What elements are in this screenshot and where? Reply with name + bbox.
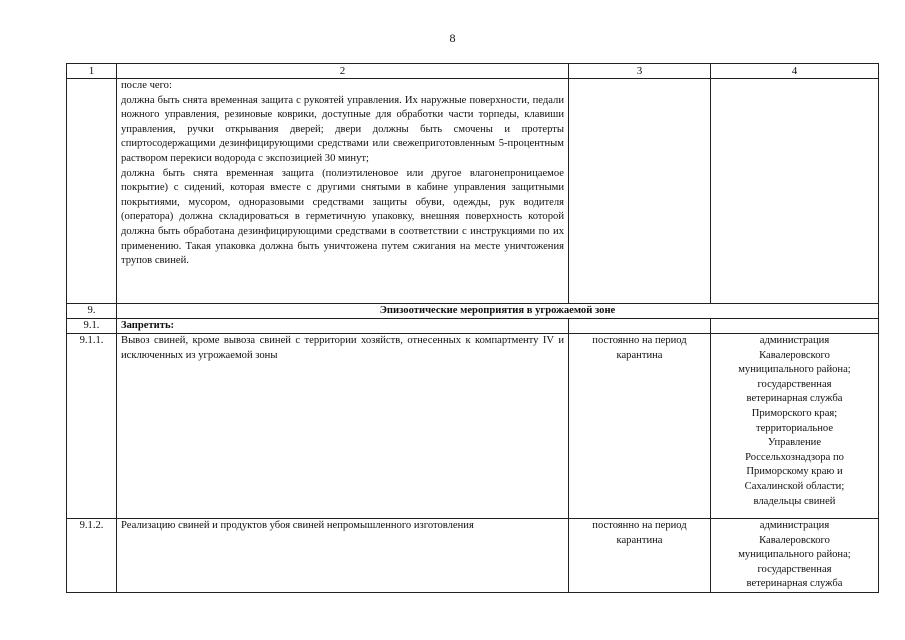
responsible-line: территориальное <box>755 422 834 434</box>
subsection-term-cell <box>569 319 711 334</box>
subsection-title: Запретить: <box>117 319 569 334</box>
responsible-line: Управление <box>767 437 822 449</box>
section-row <box>67 304 879 319</box>
responsible-line: Кавалеровского <box>759 534 830 546</box>
row-measure: Реализацию свиней и продуктов убоя свиней непромышленного изготовления <box>117 519 569 593</box>
subsection-number: 9.1. <box>67 319 117 334</box>
column-number-1: 1 <box>67 64 117 79</box>
subsection-row <box>67 319 879 334</box>
responsible-line: ветеринарная служба <box>746 578 843 590</box>
column-number-row <box>67 64 879 79</box>
row-number: 9.1.1. <box>67 334 117 519</box>
continuation-line: должна быть снята временная защита (полиэтиленовое или другое влагонепроницаемое покрытие) с сидений, которая вместе с другими снятыми в кабине управления защитными покрытиями, мусором, одноразовыми средствами защиты обуви, одежды, рук водителя (оператора) должна складироваться в герметичную упаковку, внешняя поверхность которой должна быть обработана дезинфицирующими средствами в соответствии с инструкциями по их применению. Такая упаковка должна быть уничтожена путем сжигания на месте уничтожения трупов свиней. <box>121 167 564 267</box>
column-number-2: 2 <box>117 64 569 79</box>
row-number: 9.1.2. <box>67 519 117 593</box>
column-number-4: 4 <box>711 64 879 79</box>
page-number: 8 <box>449 31 456 45</box>
responsible-line: ветеринарная служба <box>746 393 843 405</box>
responsible-line: администрация <box>759 520 830 531</box>
responsible-line: Сахалинской области; <box>744 480 845 492</box>
table-row <box>67 334 879 519</box>
responsible-line: государственная <box>757 563 832 575</box>
row-responsible <box>711 519 879 593</box>
continuation-text-cell <box>117 79 569 304</box>
continuation-number-cell <box>67 79 117 304</box>
row-responsible <box>711 334 879 519</box>
table-row <box>67 519 879 593</box>
continuation-line: должна быть снята временная защита с рукоятей управления. Их наружные поверхности, педали ножного управления, резиновые коврики, доступные для обработки части торпеды, клавиши управления, ручки открывания дверей; двери должны быть смочены и протерты спиртосодержащими дезинфицирующими средствами или свежеприготовленным 5-процентным раствором перекиси водорода с экспозицией 30 минут; <box>121 94 564 164</box>
continuation-responsible-cell <box>711 79 879 304</box>
responsible-line: владельцы свиней <box>753 495 836 507</box>
subsection-responsible-cell <box>711 319 879 334</box>
responsible-line: государственная <box>757 378 832 390</box>
responsible-line: Приморскому краю и <box>746 466 843 478</box>
column-number-3: 3 <box>569 64 711 79</box>
section-number: 9. <box>67 304 117 319</box>
row-term: постоянно на период карантина <box>569 334 711 519</box>
responsible-line: администрация <box>759 335 830 346</box>
responsible-line: муниципального района; <box>738 364 851 376</box>
responsible-line: Приморского края; <box>751 407 838 419</box>
continuation-line: после чего: <box>121 80 172 91</box>
responsible-line: муниципального района; <box>738 549 851 561</box>
continuation-row <box>67 79 879 304</box>
measures-table <box>66 63 879 593</box>
row-term: постоянно на период карантина <box>569 519 711 593</box>
responsible-line: Кавалеровского <box>759 349 830 361</box>
section-title: Эпизоотические мероприятия в угрожаемой зоне <box>117 304 879 319</box>
responsible-line: Россельхознадзора по <box>745 451 844 463</box>
row-measure: Вывоз свиней, кроме вывоза свиней с территории хозяйств, отнесенных к компартменту IV и исключенных из угрожаемой зоны <box>117 334 569 519</box>
continuation-term-cell <box>569 79 711 304</box>
